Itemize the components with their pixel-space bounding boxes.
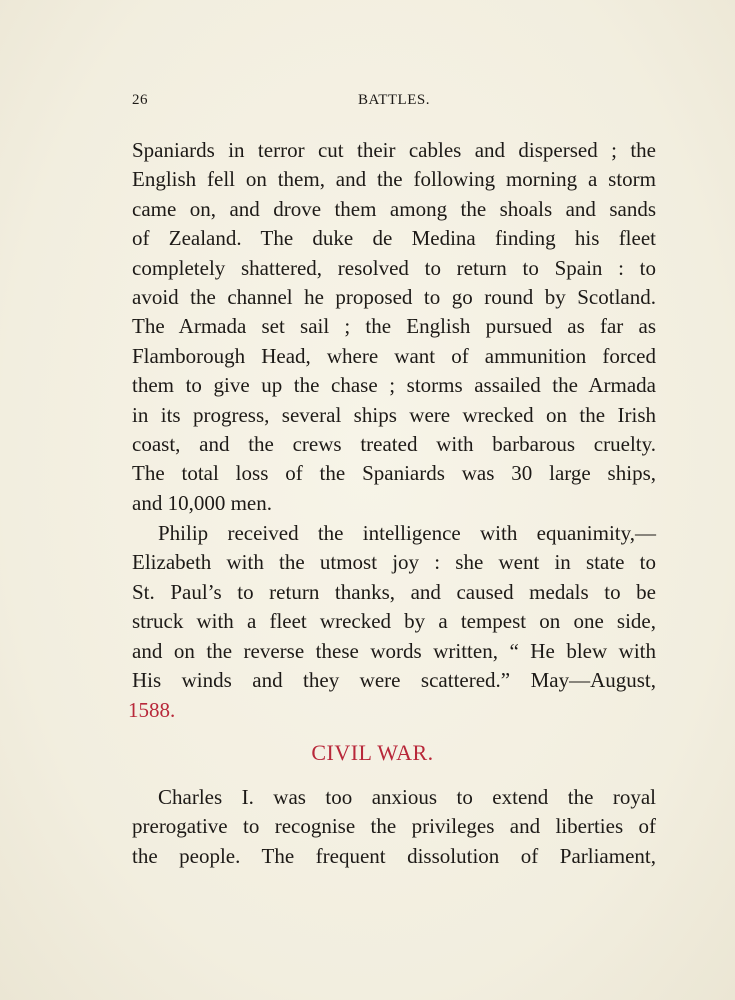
date-marginal: 1588.	[128, 698, 176, 722]
paragraph-armada-dispersal	[132, 136, 656, 518]
section-heading	[0, 740, 735, 766]
text-line: avoid the channel he proposed to go round by Scotland.	[132, 284, 656, 309]
text-line: came on, and drove them among the shoals and sands	[132, 196, 656, 221]
text-line: the people. The frequent dissolution of Parliament,	[132, 843, 656, 868]
text-line: coast, and the crews treated with barbarous cruelty.	[132, 431, 656, 456]
running-title: BATTLES.	[358, 92, 430, 108]
paragraph-charles-i	[132, 783, 656, 871]
text-line: of Zealand. The duke de Medina finding his fleet	[132, 226, 656, 251]
text-line: Charles I. was too anxious to extend the royal	[158, 785, 656, 809]
text-line: Spaniards in terror cut their cables and dispersed ; the	[132, 138, 656, 162]
section-heading-text: CIVIL WAR.	[311, 740, 434, 765]
text-line: English fell on them, and the following morning a storm	[132, 167, 656, 192]
page-header	[132, 92, 656, 114]
page-number: 26	[132, 92, 148, 108]
text-line: them to give up the chase ; storms assailed the Armada	[132, 373, 656, 398]
text-line: in its progress, several ships were wrecked on the Irish	[132, 402, 656, 427]
text-line: St. Paul’s to return thanks, and caused medals to be	[132, 579, 656, 604]
paragraph-philip-elizabeth	[132, 519, 656, 695]
text-line: completely shattered, resolved to return to Spain : to	[132, 255, 656, 280]
text-line: and 10,000 men.	[132, 490, 272, 515]
text-line: His winds and they were scattered.” May—August,	[132, 667, 656, 692]
text-line: and on the reverse these words written, “ He blew with	[132, 638, 656, 663]
text-line: Philip received the intelligence with equanimity,—	[158, 521, 656, 545]
text-line: prerogative to recognise the privileges and liberties of	[132, 814, 656, 839]
text-line: Elizabeth with the utmost joy : she went in state to	[132, 550, 656, 575]
text-line: The Armada set sail ; the English pursued as far as	[132, 314, 656, 339]
text-line: The total loss of the Spaniards was 30 large ships,	[132, 461, 656, 486]
text-line: Flamborough Head, where want of ammunition forced	[132, 343, 656, 368]
text-line: struck with a fleet wrecked by a tempest on one side,	[132, 609, 656, 634]
